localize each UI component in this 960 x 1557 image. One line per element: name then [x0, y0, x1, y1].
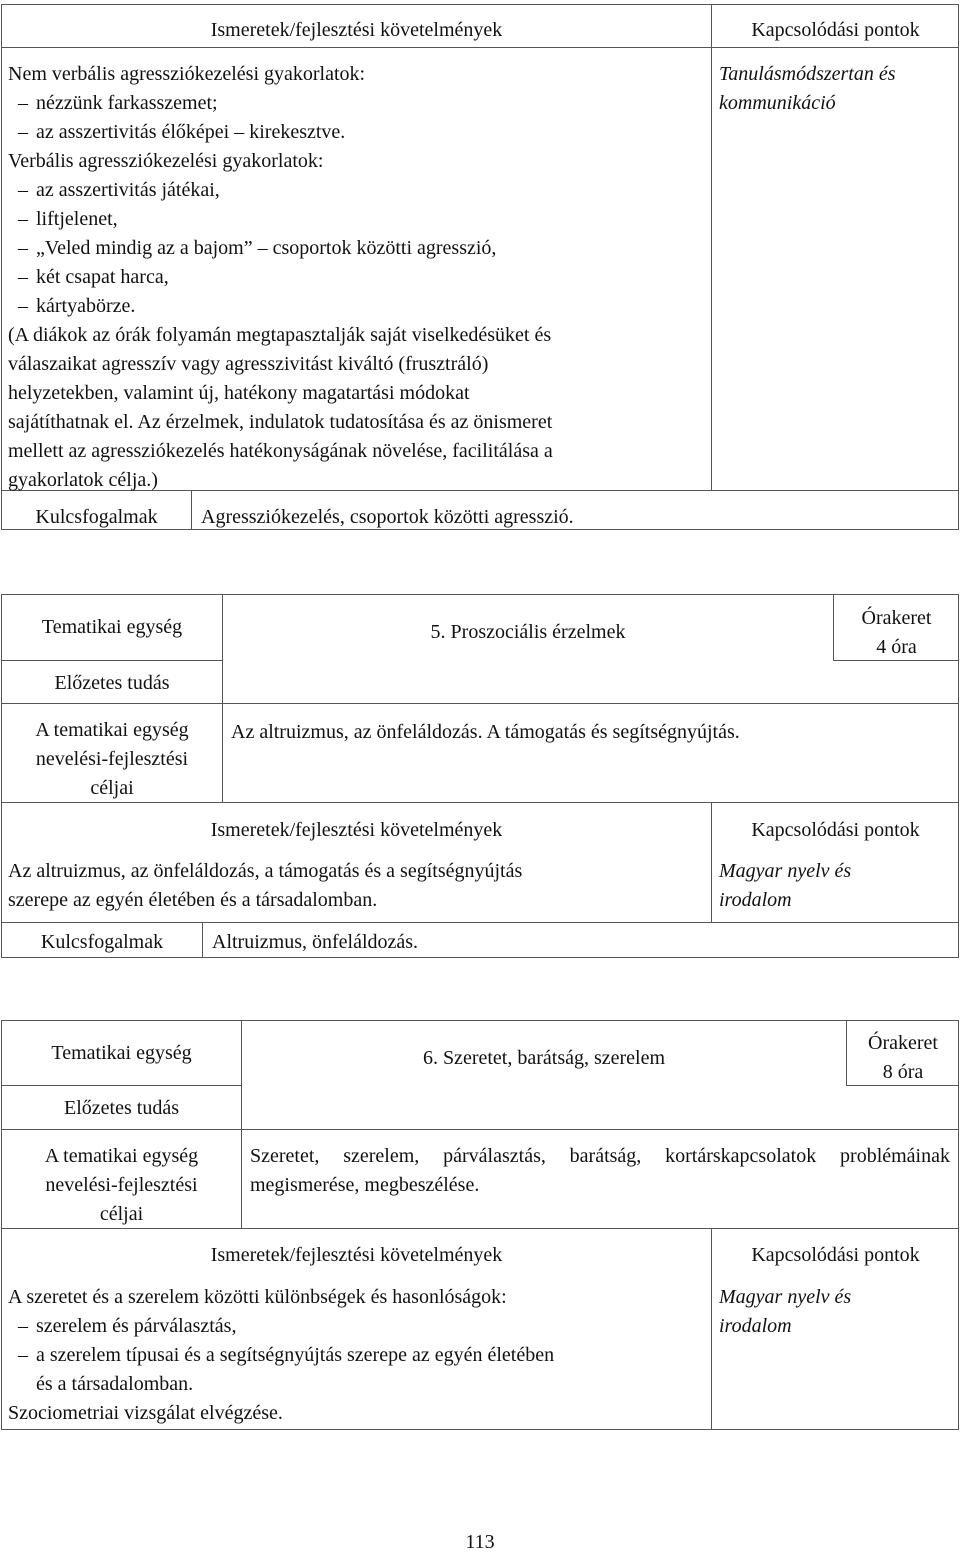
unit6-elozetes-label: Előzetes tudás [64, 1097, 179, 1119]
content-line: A szeretet és a szerelem közötti különbségek és hasonlóságok: [8, 1286, 507, 1308]
celjai-label-line: céljai [99, 1203, 144, 1225]
unit5-elozetes-label: Előzetes tudás [54, 672, 170, 694]
list-item [8, 263, 708, 292]
dash-bullet: – [18, 92, 28, 114]
content-line: sajátíthatnak el. Az érzelmek, indulatok tudatosítása és az önismeret [8, 411, 553, 433]
dash-bullet: – [18, 1344, 28, 1366]
unit5-divider-elozetes [1, 703, 959, 704]
dash-bullet: – [18, 295, 28, 317]
connection-line: irodalom [719, 1315, 792, 1337]
list-item-text: liftjelenet, [36, 208, 118, 230]
unit6-header-right: Kapcsolódási pontok [751, 1244, 920, 1266]
dash-bullet: – [18, 1315, 28, 1337]
unit5-key-value: Altruizmus, önfeláldozás. [212, 931, 419, 953]
list-item-text: két csapat harca, [36, 266, 169, 288]
content-line: Nem verbális agressziókezelési gyakorlatok: [8, 63, 366, 85]
celjai-label-line: A tematikai egység [44, 1145, 199, 1167]
celjai-label-line: nevelési-fejlesztési [35, 748, 189, 770]
list-item [8, 89, 708, 118]
top-content [8, 60, 708, 495]
top-header-divider [1, 47, 959, 48]
top-header-right: Kapcsolódási pontok [751, 19, 920, 41]
dash-bullet: – [18, 237, 28, 259]
dash-bullet: – [18, 179, 28, 201]
unit6-divider-elozetes [1, 1129, 959, 1130]
unit6-header-left: Ismeretek/fejlesztési követelmények [210, 1244, 503, 1266]
unit5-orakeret-value: 4 óra [876, 636, 917, 658]
unit5-key-column-divider [202, 922, 203, 958]
top-key-label: Kulcsfogalmak [35, 506, 158, 528]
unit6-divider-tematikai [1, 1085, 241, 1086]
unit5-key-divider [1, 922, 959, 923]
connection-line: Magyar nyelv és [719, 1286, 852, 1308]
list-item-text: nézzünk farkasszemet; [36, 92, 218, 114]
page-number: 113 [465, 1531, 495, 1553]
list-item-text: a szerelem típusai és a segítségnyújtás szerepe az egyén életében [36, 1344, 555, 1366]
dash-bullet: – [18, 208, 28, 230]
top-key-column-divider [191, 490, 192, 530]
content-line: gyakorlatok célja.) [8, 469, 158, 491]
content-line: szerepe az egyén életében és a társadalomban. [8, 889, 378, 911]
list-item [8, 1312, 708, 1341]
content-line: (A diákok az órák folyamán megtapasztalják saját viselkedésüket és [8, 324, 552, 346]
content-line: Szociometriai vizsgálat elvégzése. [8, 1402, 283, 1424]
connection-line: Magyar nyelv és [719, 860, 852, 882]
list-item-text: az asszertivitás élőképei – kirekesztve. [36, 121, 346, 143]
list-item-text: szerelem és párválasztás, [36, 1315, 237, 1337]
unit5-header-right: Kapcsolódási pontok [751, 819, 920, 841]
list-item [8, 234, 708, 263]
unit6-connections [719, 1283, 851, 1341]
top-column-divider [711, 4, 712, 490]
top-key-value: Agressziókezelés, csoportok közötti agresszió. [201, 506, 574, 528]
celjai-label-line: nevelési-fejlesztési [45, 1174, 198, 1196]
unit5-header-left: Ismeretek/fejlesztési követelmények [210, 819, 503, 841]
unit5-celjai-text: Az altruizmus, az önfeláldozás. A támogatás és segítségnyújtás. [231, 721, 740, 743]
content-line: válaszaikat agresszív vagy agresszivitást kiváltó (frusztráló) [8, 353, 489, 375]
unit6-orakeret-label: Órakeret [868, 1032, 938, 1054]
unit5-connections [719, 857, 851, 915]
list-item [8, 205, 708, 234]
unit6-celjai-text: Szeretet, szerelem, párválasztás, barátság, kortárskapcsolatok problémáinak megismerése, megbeszélése. [250, 1145, 950, 1196]
list-item-text: az asszertivitás játékai, [36, 179, 220, 201]
list-item-text: kártyabörze. [36, 295, 136, 317]
list-item [8, 1341, 708, 1370]
connection-line: Tanulásmódszertan és [719, 63, 896, 85]
unit6-content [8, 1283, 708, 1428]
celjai-label-line: céljai [90, 777, 134, 799]
unit5-orakeret-label: Órakeret [861, 607, 932, 629]
unit5-tematikai-label: Tematikai egység [41, 616, 183, 638]
unit5-key-label: Kulcsfogalmak [40, 931, 164, 953]
list-item-text: „Veled mindig az a bajom” – csoportok közötti agresszió, [36, 237, 497, 259]
dash-bullet: – [18, 121, 28, 143]
unit5-title: 5. Proszociális érzelmek [430, 621, 626, 643]
content-line: helyzetekben, valamint új, hatékony magatartási módokat [8, 382, 470, 404]
connection-line: irodalom [719, 889, 792, 911]
unit6-celjai-label [2, 1142, 241, 1229]
content-line: Az altruizmus, az önfeláldozás, a támogatás és a segítségnyújtás [8, 860, 523, 882]
list-item [8, 118, 708, 147]
content-line: Verbális agressziókezelési gyakorlatok: [8, 150, 324, 172]
list-item [8, 292, 708, 321]
unit5-content [8, 857, 522, 915]
list-item [8, 176, 708, 205]
dash-bullet: – [18, 266, 28, 288]
connection-line: kommunikáció [719, 92, 836, 114]
list-item-continuation: és a társadalomban. [36, 1373, 194, 1395]
top-connections [719, 60, 896, 118]
top-header-left: Ismeretek/fejlesztési követelmények [210, 19, 503, 41]
celjai-label-line: A tematikai egység [35, 719, 189, 741]
unit6-tematikai-label: Tematikai egység [51, 1042, 192, 1064]
unit6-orakeret-value: 8 óra [882, 1061, 924, 1083]
unit6-title: 6. Szeretet, barátság, szerelem [422, 1047, 666, 1069]
unit5-divider-tematikai [1, 660, 222, 661]
content-line: mellett az agressziókezelés hatékonyságának növelése, facilitálása a [8, 440, 553, 462]
unit5-celjai-label [2, 716, 222, 803]
